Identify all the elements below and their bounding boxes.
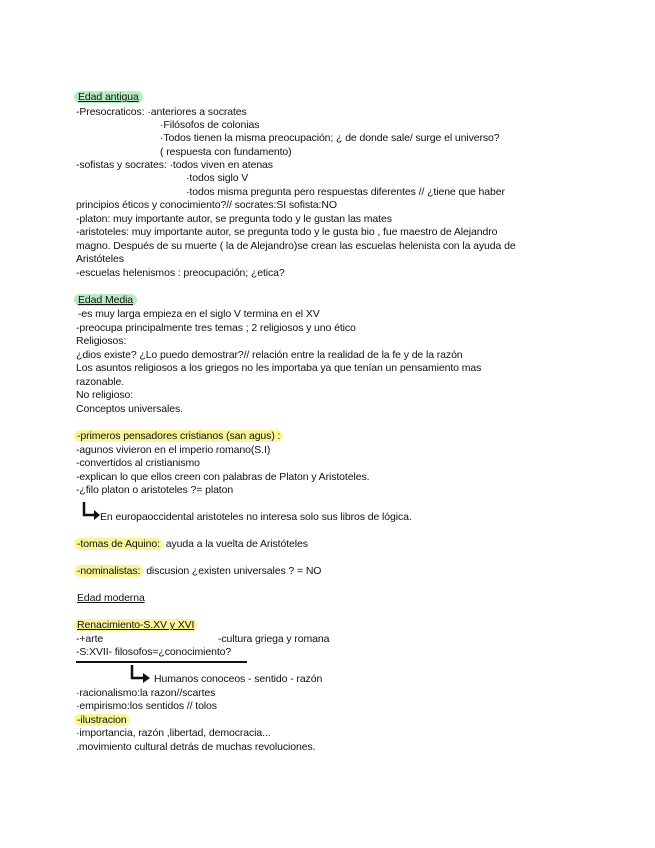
text-line: -platon: muy importante autor, se pregunta todo y le gustan las mates xyxy=(76,213,392,225)
text-line: ·importancia, razón ,libertad, democracia... xyxy=(76,727,271,739)
text-line: Humanos conoceos - sentido - razón xyxy=(154,673,323,685)
text-line: -agunos vivieron en el imperio romano(S.I) xyxy=(76,444,271,456)
heading-text: Edad Media xyxy=(74,294,137,306)
text-line: principios éticos y conocimiento?// socrates:SI sofista:NO xyxy=(76,199,337,211)
text-line: Los asuntos religiosos a los griegos no les importaba ya que tenían un pensamiento mas xyxy=(76,362,482,374)
section-heading-media xyxy=(74,294,137,307)
highlight-text: -primeros pensadores cristianos (san agus) : xyxy=(74,430,283,442)
highlight-text: -tomas de Aquino: xyxy=(74,538,163,550)
text-line: -+arte xyxy=(76,633,104,645)
arrow-icon xyxy=(128,663,152,685)
text-line: -aristoteles: muy importante autor, se pregunta todo y le gusta bio , fue maestro de Alejandro xyxy=(76,226,498,238)
ilustracion-line xyxy=(74,714,130,727)
section-heading-antigua xyxy=(74,91,143,104)
text-line: En europaoccidental aristoteles no interesa solo sus libros de lógica. xyxy=(100,511,412,523)
text-line: magno. Después de su muerte ( la de Alejandro)se crean las escuelas helenista con la ayuda de xyxy=(76,240,516,252)
text-line: ( respuesta con fundamento) xyxy=(160,146,292,158)
text-line: ·racionalismo:la razon//scartes xyxy=(76,687,216,699)
text-line: -¿filo platon o aristoteles ?= platon xyxy=(76,484,234,496)
text-line: ·todos misma pregunta pero respuestas diferentes // ¿tiene que haber xyxy=(186,186,505,198)
text-line: ·Todos tienen la misma preocupación; ¿ de donde sale/ surge el universo? xyxy=(160,132,500,144)
text-line: razonable. xyxy=(76,376,125,388)
cristianos-heading xyxy=(74,430,283,443)
arrow-icon xyxy=(80,500,102,522)
text-line: -S:XVII- filosofos=¿conocimiento? xyxy=(76,646,232,658)
highlight-text: -nominalistas: xyxy=(74,565,143,577)
renacimiento-line xyxy=(74,619,197,632)
text-line: -Presocraticos: ·anteriores a socrates xyxy=(76,106,247,118)
text-line: ·todos siglo V xyxy=(186,172,249,184)
highlight-text: -ilustracion xyxy=(74,714,130,726)
text-span: ayuda a la vuelta de Aristóteles xyxy=(162,538,308,550)
text-line: -convertidos al cristianismo xyxy=(76,457,200,469)
text-line: Aristóteles xyxy=(76,253,124,265)
text-line: ¿dios existe? ¿Lo puedo demostrar?// relación entre la realidad de la fe y de la razón xyxy=(76,349,463,361)
text-line: .movimiento cultural detrás de muchas revoluciones. xyxy=(76,741,316,753)
text-line: -explican lo que ellos creen con palabras de Platon y Aristoteles. xyxy=(76,471,370,483)
nominalistas-line xyxy=(74,565,321,578)
text-line: -preocupa principalmente tres temas ; 2 religiosos y uno ético xyxy=(76,322,356,334)
text-line: -escuelas helenismos : preocupación; ¿etica? xyxy=(76,267,285,279)
heading-text: Edad antigua xyxy=(74,91,143,103)
text-line: -sofistas y socrates: ·todos viven en atenas xyxy=(76,159,273,171)
text-line: No religioso: xyxy=(76,389,134,401)
text-line: -es muy larga empieza en el siglo V termina en el XV xyxy=(78,308,320,320)
text-line: ·Filósofos de colonias xyxy=(160,119,260,131)
text-line: Conceptos universales. xyxy=(76,403,183,415)
text-line: Religiosos: xyxy=(76,335,127,347)
highlight-text: Renacimiento-S.XV y XVI xyxy=(74,619,197,631)
divider xyxy=(76,661,247,663)
text-line: -cultura griega y romana xyxy=(218,633,330,645)
tomas-line xyxy=(74,538,308,551)
text-line: ·empirismo:los sentidos // tolos xyxy=(76,700,217,712)
section-heading-moderna: Edad moderna xyxy=(77,592,145,604)
text-span: discusion ¿existen universales ? = NO xyxy=(143,565,322,577)
